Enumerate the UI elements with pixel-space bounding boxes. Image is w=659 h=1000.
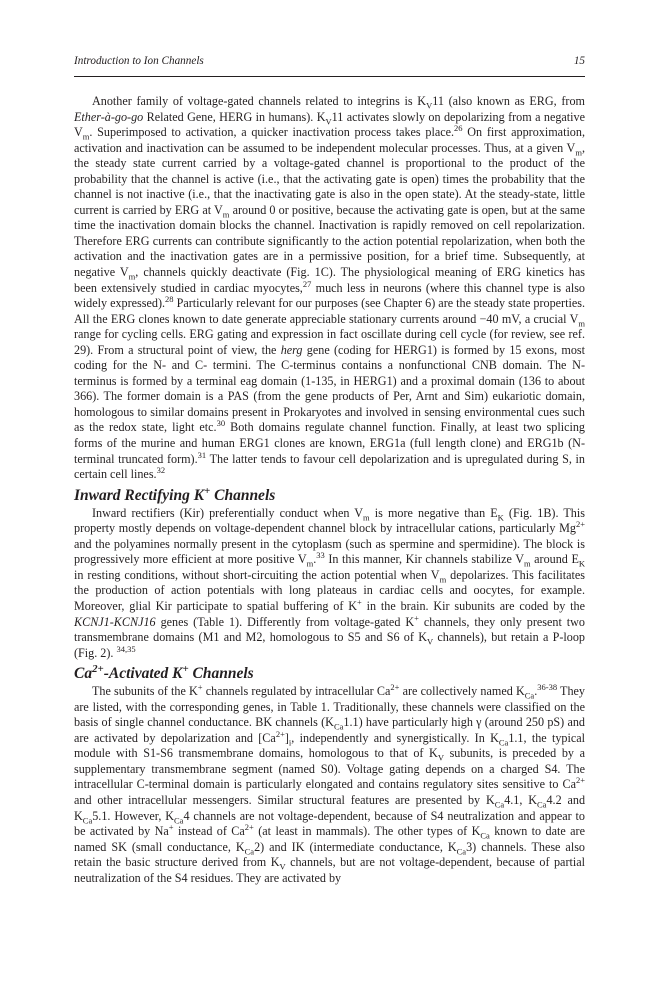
page-number: 15 — [573, 55, 585, 67]
running-title: Introduction to Ion Channels — [74, 55, 204, 67]
section-heading-kca: $Ca^{2+}$-Activated K+ Channels — [74, 662, 254, 683]
header-rule — [74, 76, 585, 77]
paragraph-erg: Another family of voltage-gated channels related to integrins is $K_V11$ (also known as ERG, from Ether-à-go-go Related Gene, HERG in humans). $K_V11$ activates slowly on depolarizing from a negative $V_m$. Superimposed to activation, a quicker inactivation process takes place.$^{26}$ On first approximation, activation and inactivation can be assumed to be independent molecular processes. Thus, at a given $V_m$, the steady state current carried by a voltage-gated channel is proportional to the product of the probability that the channel is active (i.e., that the activating gate is open) times the probability that the channel is not inactive (i.e., that the inactivating gate is also in the open state). At the steady-state, little current is carried by ERG at $V_m$ around 0 or positive, because the activating gate is open, but at the same time the inactivation domain blocks the channel. Inactivation is rapidly removed on cell repolarization. Therefore ERG currents can contribute significantly to the action potential repolarization, when both the activation and the inactivation gates are in a permissive position, for a brief time. Subsequently, at negative $V_m$, channels quickly deactivate (Fig. 1C). The physiological meaning of ERG kinetics has been extensively studied in cardiac myocytes,$^{27}$ much less in neurons (where this channel type is also widely expressed).$^{28}$ Particularly relevant for our purposes (see Chapter 6) are the steady state properties. All the ERG clones known to date generate appreciable stationary currents around −40 mV, a crucial $V_m$ range for cycling cells. ERG gating and expression in fact oscillate during cell cycle (for review, see ref. 29). From a structural point of view, the herg gene (coding for HERG1) is formed by 15 exons, most coding for the N- and C- termini. The C-terminus contains a nonfunctional CNB domain. The N-terminus is formed by a terminal eag domain (1-135, in HERG1) and a proximal domain (136 to about 366). The former domain is a PAS (from the gene products of Per, Arnt and Sim) eukariotic domain, homologous to similar domains present in Prokaryotes and involved in sensing environmental cues such as the redox state, light etc.$^{30}$ Both domains regulate channel function. Finally, at least two splicing forms of the murine and human ERG1 clones are known, ERG1a (full length clone) and ERG1b (N-terminal truncated form).$^{31}$ The latter tends to favour cell depolarization and is upregulated during S, in certain cell lines.$^{32}$ — [74, 94, 585, 482]
paragraph-kir: Inward rectifiers (Kir) preferentially conduct when $V_m$ is more negative than $E_K$ (Fig. 1B). This property mostly depends on voltage-dependent channel block by intracellular cations, particularly $Mg^{2+}$ and the polyamines normally present in the cytoplasm (such as spermine and spermidine). The block is progressively more efficient at more positive $V_m.^{33}$ In this manner, Kir channels stabilize $V_m$ around $E_K$ in resting conditions, without short-circuiting the action potential when $V_m$ depolarizes. This facilitates the production of action potentials with long plateaus in cardiac cells and oocytes, for example. Moreover, glial Kir participate to spatial buffering of K+ in the brain. Kir subunits are coded by the KCNJ1-KCNJ16 genes (Table 1). Differently from voltage-gated K+ channels, they only present two transmembrane domains (M1 and M2, homologous to S5 and S6 of $K_V$ channels), but retain a P-loop (Fig. 2). $^{34,35}$ — [74, 505, 585, 660]
running-header — [74, 55, 585, 73]
paragraph-kca: The subunits of the K+ channels regulated by intracellular $Ca^{2+}$ are collectively named $K_{Ca}.^{36-38}$ They are listed, with the corresponding genes, in Table 1. Traditionally, these channels were classified on the basis of single channel conductance. BK channels $(K_{Ca}1.1)$ have particularly high γ (around 250 pS) and are activated by depolarization and $[Ca^{2+}]_i$, independently and synergistically. In $K_{Ca}1.1$, the typical module with S1-S6 transmembrane domains, homologous to that of $K_V$ subunits, is preceded by a supplementary transmembrane segment (named S0). Voltage gating depends on a charged S4. The intracellular C-terminal domain is particularly elongated and contains regulatory sites sensitive to $Ca^{2+}$ and other intracellular messengers. Similar structural features are presented by $K_{Ca}4.1$, $K_{Ca}4.2$ and $K_{Ca}5.1$. However, $K_{Ca}4$ channels are not voltage-dependent, because of S4 neutralization and appear to be activated by Na+ instead of $Ca^{2+}$ (at least in mammals). The other types of $K_{Ca}$ known to date are named SK (small conductance, $K_{Ca}2$) and IK (intermediate conductance, $K_{Ca}3$) channels. These also retain the basic structure derived from $K_V$ channels, but are not voltage-dependent, because of partial neutralization of the S4 residues. They are activated by — [74, 682, 586, 885]
section-heading-kir: Inward Rectifying K+ Channels — [74, 484, 276, 504]
page-body — [74, 94, 585, 886]
